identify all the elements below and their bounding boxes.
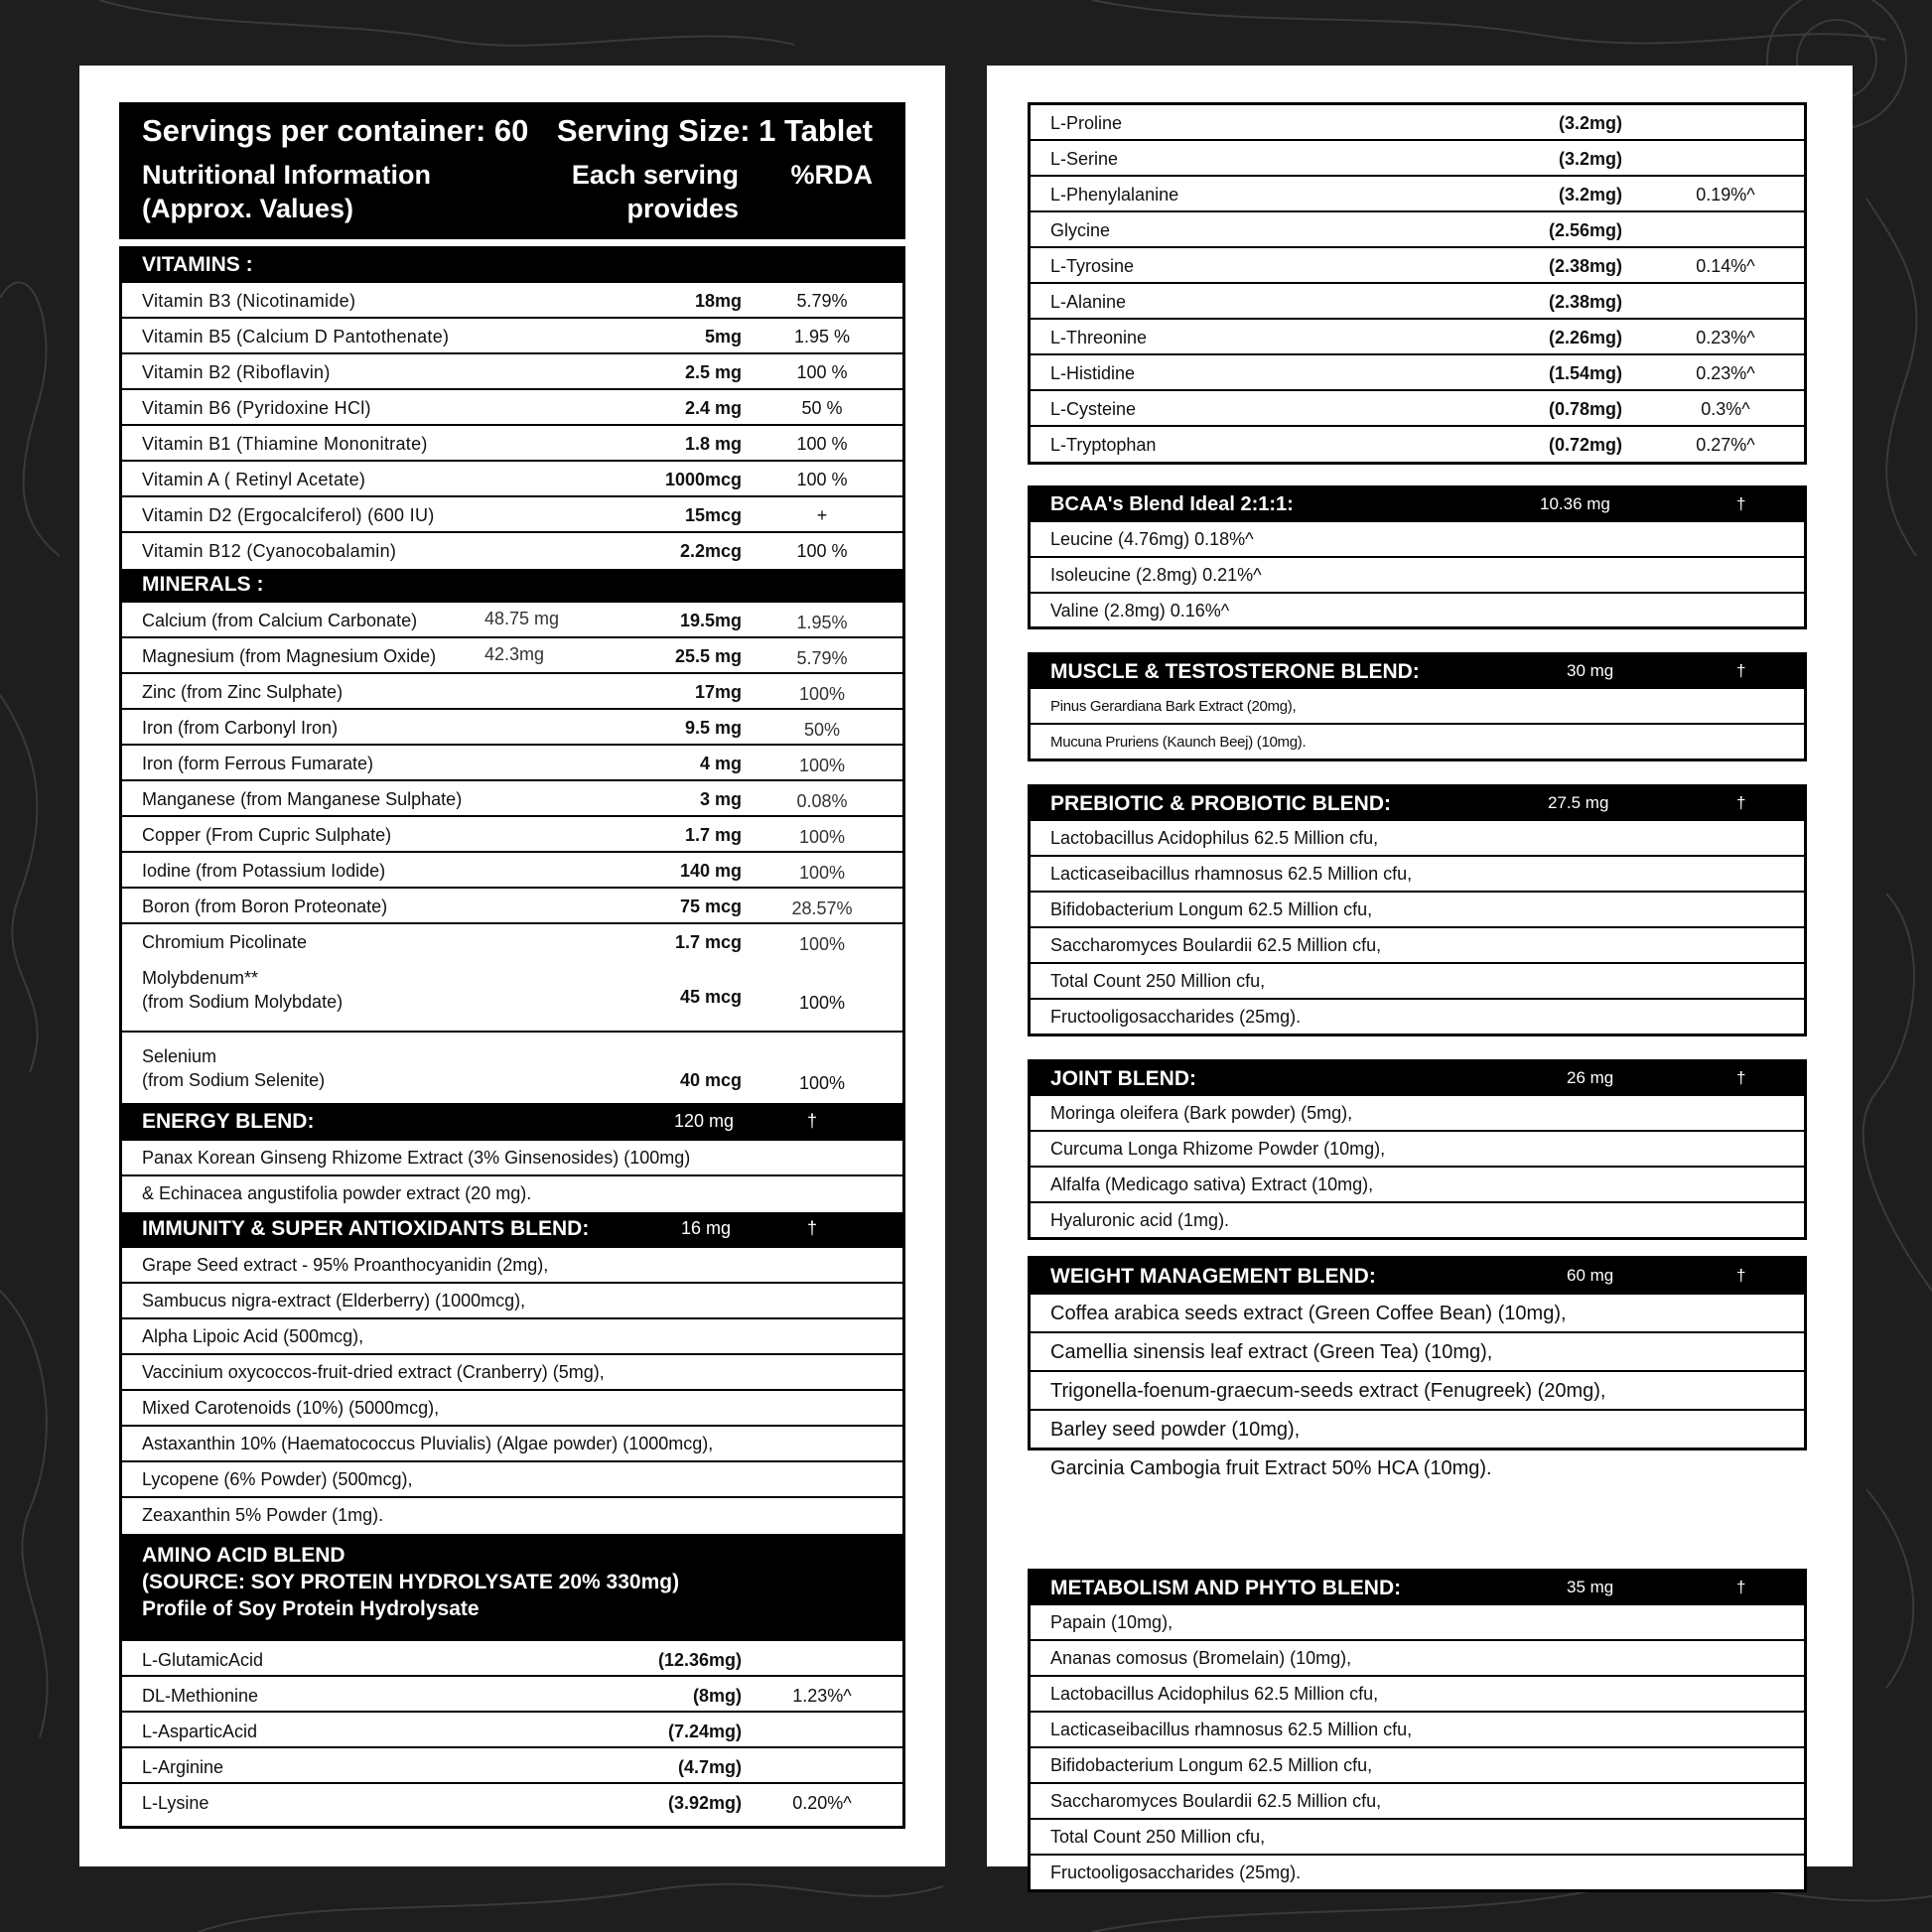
weight-item [1031, 1333, 1804, 1372]
mineral-rda: 50% [803, 720, 841, 740]
immunity-amount: 16 mg [681, 1218, 732, 1238]
selenium-name: Selenium [142, 1046, 217, 1066]
prebiotic-item [1031, 857, 1804, 893]
amino-acid-row [1031, 105, 1804, 141]
energy-list [122, 1141, 902, 1212]
amino-acid-row [1031, 355, 1804, 391]
metabolism-item-text: Fructooligosaccharides (25mg). [1050, 1863, 1302, 1882]
metabolism-item-text: Total Count 250 Million cfu, [1050, 1827, 1266, 1847]
mineral-row [122, 710, 902, 746]
muscle-title: MUSCLE & TESTOSTERONE BLEND: [1050, 660, 1420, 683]
metabolism-amount: 35 mg [1567, 1578, 1614, 1596]
bcaa-item-text: Valine (2.8mg) 0.16%^ [1050, 601, 1230, 621]
bcaa-blend-box [1028, 485, 1807, 629]
mineral-source-amount: 48.75 mg [484, 609, 560, 628]
amino-acid-amount: (3.92mg) [667, 1793, 742, 1813]
vitamin-name: Vitamin B6 (Pyridoxine HCl) [142, 398, 371, 418]
mineral-row [122, 817, 902, 853]
joint-item [1031, 1096, 1804, 1132]
prebiotic-item-text: Saccharomyces Boulardii 62.5 Million cfu, [1050, 935, 1382, 955]
mineral-amount: 25.5 mg [674, 646, 742, 666]
bcaa-header [1031, 488, 1804, 522]
prebiotic-header [1031, 787, 1804, 821]
energy-item [122, 1141, 902, 1176]
amino-acid-row [1031, 320, 1804, 355]
joint-dagger: † [1736, 1068, 1746, 1087]
mineral-rda: 100% [798, 863, 846, 883]
weight-item-text: Trigonella-foenum-graecum-seeds extract (Fenugreek) (20mg), [1050, 1380, 1606, 1402]
prebiotic-item-text: Bifidobacterium Longum 62.5 Million cfu, [1050, 899, 1373, 919]
vitamin-row [122, 462, 902, 497]
mineral-row [122, 781, 902, 817]
bcaa-item [1031, 558, 1804, 594]
amino-profile: Profile of Soy Protein Hydrolysate [142, 1597, 480, 1620]
weight-header [1031, 1259, 1804, 1295]
prebiotic-title: PREBIOTIC & PROBIOTIC BLEND: [1050, 792, 1392, 815]
bcaa-item-text: Isoleucine (2.8mg) 0.21%^ [1050, 565, 1262, 585]
weight-title: WEIGHT MANAGEMENT BLEND: [1050, 1265, 1376, 1288]
weight-item [1031, 1295, 1804, 1333]
minerals-list [122, 603, 902, 960]
prebiotic-dagger: † [1736, 793, 1746, 812]
servings-per-container: Servings per container: 60 [142, 113, 529, 148]
bcaa-amount: 10.36 mg [1540, 494, 1610, 513]
amino-acid-amount: (2.38mg) [1548, 256, 1622, 276]
selenium-row [122, 1033, 902, 1105]
immunity-item-text: Astaxanthin 10% (Haematococcus Pluvialis) (Algae powder) (1000mcg), [142, 1434, 714, 1453]
metabolism-item [1031, 1784, 1804, 1820]
immunity-item [122, 1355, 902, 1391]
amino-acid-amount: (3.2mg) [1558, 113, 1622, 133]
vitamin-rda: 100 % [796, 470, 848, 489]
amino-acid-name: L-Threonine [1050, 328, 1148, 347]
metabolism-item-text: Lactobacillus Acidophilus 62.5 Million cfu, [1050, 1684, 1379, 1704]
molybdenum-amount: 45 mcg [679, 987, 742, 1007]
mineral-row [122, 603, 902, 638]
immunity-item [122, 1391, 902, 1427]
bcaa-item-text: Leucine (4.76mg) 0.18%^ [1050, 529, 1254, 549]
metabolism-item [1031, 1713, 1804, 1748]
amino-acid-amount: (0.72mg) [1548, 435, 1622, 455]
mineral-row [122, 746, 902, 781]
vitamin-name: Vitamin D2 (Ergocalciferol) (600 IU) [142, 505, 435, 525]
amino-acid-name: L-Tryptophan [1050, 435, 1157, 455]
metabolism-item [1031, 1748, 1804, 1784]
provides-label: provides [626, 194, 739, 223]
vitamin-amount: 1000mcg [664, 470, 742, 489]
vitamin-amount: 2.5 mg [684, 362, 742, 382]
mineral-rda: 0.08% [796, 791, 848, 811]
vitamin-amount: 15mcg [684, 505, 742, 525]
joint-item [1031, 1168, 1804, 1203]
amino-acid-row [1031, 427, 1804, 463]
joint-amount: 26 mg [1567, 1068, 1614, 1087]
mineral-name: Iron (form Ferrous Fumarate) [142, 754, 374, 773]
vitamin-row [122, 533, 902, 569]
weight-item-text: Barley seed powder (10mg), [1050, 1419, 1301, 1441]
selenium-rda: 100% [798, 1073, 846, 1093]
weight-dagger: † [1736, 1266, 1746, 1285]
vitamin-amount: 2.2mcg [679, 541, 742, 561]
mineral-name: Calcium (from Calcium Carbonate) [142, 611, 418, 630]
weight-amount: 60 mg [1567, 1266, 1614, 1285]
joint-title: JOINT BLEND: [1050, 1067, 1196, 1090]
prebiotic-item [1031, 821, 1804, 857]
metabolism-dagger: † [1736, 1578, 1746, 1596]
prebiotic-item-text: Lactobacillus Acidophilus 62.5 Million cfu, [1050, 828, 1379, 848]
immunity-list [122, 1248, 902, 1534]
nutritional-information-label: Nutritional Information [142, 160, 431, 190]
metabolism-item-text: Saccharomyces Boulardii 62.5 Million cfu, [1050, 1791, 1382, 1811]
energy-title: ENERGY BLEND: [142, 1110, 315, 1133]
vitamin-row [122, 319, 902, 354]
prebiotic-item [1031, 1000, 1804, 1035]
amino-acid-name: L-GlutamicAcid [142, 1650, 264, 1670]
amino-acid-row [1031, 141, 1804, 177]
amino-acid-row [1031, 391, 1804, 427]
vitamin-name: Vitamin B2 (Riboflavin) [142, 362, 331, 382]
energy-item-text: & Echinacea angustifolia powder extract (20 mg). [142, 1183, 532, 1203]
weight-item [1031, 1449, 1804, 1488]
mineral-name: Boron (from Boron Proteonate) [142, 897, 388, 916]
amino-acid-row [1031, 212, 1804, 248]
joint-list [1031, 1096, 1804, 1239]
amino-acid-row [122, 1713, 902, 1748]
vitamin-rda: 1.95 % [793, 327, 851, 346]
mineral-rda: 100% [798, 684, 846, 704]
amino-acid-amount: (3.2mg) [1558, 185, 1622, 205]
mineral-amount: 1.7 mcg [674, 932, 742, 952]
prebiotic-item-text: Lacticaseibacillus rhamnosus 62.5 Million cfu, [1050, 864, 1413, 884]
molybdenum-rda: 100% [798, 993, 846, 1013]
molybdenum-row [122, 960, 902, 1033]
bcaa-item [1031, 522, 1804, 558]
approx-values-label: (Approx. Values) [142, 194, 354, 223]
mineral-name: Manganese (from Manganese Sulphate) [142, 789, 463, 809]
metabolism-list [1031, 1605, 1804, 1891]
amino-acid-rda: 0.14%^ [1696, 256, 1755, 276]
amino-acid-name: L-Serine [1050, 149, 1119, 169]
vitamin-name: Vitamin B1 (Thiamine Mononitrate) [142, 434, 428, 454]
bcaa-list [1031, 522, 1804, 629]
prebiotic-amount: 27.5 mg [1548, 793, 1609, 812]
serving-size: Serving Size: 1 Tablet [556, 113, 873, 148]
immunity-title: IMMUNITY & SUPER ANTIOXIDANTS BLEND: [142, 1217, 590, 1240]
weight-item [1031, 1411, 1804, 1449]
mineral-amount: 17mg [694, 682, 742, 702]
rda-label: %RDA [790, 160, 873, 190]
vitamin-rda: 100 % [796, 434, 848, 454]
vitamin-rda: 100 % [796, 541, 848, 561]
weight-list [1031, 1295, 1804, 1488]
mineral-row [122, 889, 902, 924]
amino-acid-name: L-Histidine [1050, 363, 1136, 383]
mineral-name: Copper (From Cupric Sulphate) [142, 825, 392, 845]
immunity-item-text: Mixed Carotenoids (10%) (5000mcg), [142, 1398, 440, 1418]
minerals-title: MINERALS : [142, 573, 264, 596]
weight-item [1031, 1372, 1804, 1411]
muscle-item [1031, 725, 1804, 760]
mineral-amount: 140 mg [679, 861, 742, 881]
amino-acid-row [122, 1677, 902, 1713]
vitamin-rda: + [816, 505, 828, 525]
immunity-section-header [122, 1212, 902, 1248]
amino-acid-name: L-Proline [1050, 113, 1123, 133]
vitamin-amount: 2.4 mg [684, 398, 742, 418]
amino-source: (SOURCE: SOY PROTEIN HYDROLYSATE 20% 330mg) [142, 1571, 680, 1593]
joint-item-text: Hyaluronic acid (1mg). [1050, 1210, 1230, 1230]
joint-header [1031, 1062, 1804, 1096]
immunity-item [122, 1498, 902, 1534]
amino-acid-table-right [1028, 102, 1807, 465]
vitamin-amount: 5mg [704, 327, 742, 346]
amino-acid-amount: (12.36mg) [657, 1650, 742, 1670]
amino-acid-row [1031, 284, 1804, 320]
vitamin-amount: 18mg [694, 291, 742, 311]
immunity-item [122, 1462, 902, 1498]
mineral-amount: 9.5 mg [684, 718, 742, 738]
amino-acid-name: L-Lysine [142, 1793, 209, 1813]
mineral-rda: 5.79% [796, 648, 848, 668]
mineral-rda: 1.95% [796, 613, 848, 632]
amino-acid-name: L-Phenylalanine [1050, 185, 1179, 205]
joint-blend-box [1028, 1059, 1807, 1240]
mineral-name: Zinc (from Zinc Sulphate) [142, 682, 344, 702]
metabolism-item [1031, 1856, 1804, 1891]
amino-acid-amount: (8mg) [693, 1686, 742, 1706]
metabolism-item-text: Bifidobacterium Longum 62.5 Million cfu, [1050, 1755, 1373, 1775]
vitamin-row [122, 390, 902, 426]
amino-section-header [122, 1534, 902, 1641]
amino-acid-row [122, 1784, 902, 1820]
amino-acid-rda: 1.23%^ [792, 1686, 852, 1706]
metabolism-blend-box [1028, 1569, 1807, 1892]
amino-acid-name: L-Arginine [142, 1757, 224, 1777]
left-label-panel [79, 66, 945, 1866]
muscle-item-text: Pinus Gerardiana Bark Extract (20mg), [1050, 698, 1297, 715]
metabolism-item-text: Ananas comosus (Bromelain) (10mg), [1050, 1648, 1352, 1668]
energy-item-text: Panax Korean Ginseng Rhizome Extract (3% Ginsenosides) (100mg) [142, 1148, 691, 1168]
vitamins-title: VITAMINS : [142, 253, 253, 276]
prebiotic-item [1031, 928, 1804, 964]
joint-item-text: Alfalfa (Medicago sativa) Extract (10mg), [1050, 1174, 1374, 1194]
prebiotic-item-text: Fructooligosaccharides (25mg). [1050, 1007, 1302, 1027]
vitamin-rda: 50 % [801, 398, 843, 418]
amino-title: AMINO ACID BLEND [142, 1544, 345, 1567]
metabolism-item-text: Papain (10mg), [1050, 1612, 1173, 1632]
bcaa-title: BCAA's Blend Ideal 2:1:1: [1050, 493, 1294, 515]
joint-item [1031, 1132, 1804, 1168]
vitamins-section-header [122, 249, 902, 283]
energy-section-header [122, 1105, 902, 1141]
mineral-name: Chromium Picolinate [142, 932, 308, 952]
label-header [119, 102, 905, 239]
metabolism-item [1031, 1677, 1804, 1713]
muscle-list [1031, 689, 1804, 760]
vitamin-name: Vitamin B5 (Calcium D Pantothenate) [142, 327, 450, 346]
mineral-rda: 100% [798, 934, 846, 954]
mineral-row [122, 853, 902, 889]
amino-acid-rda: 0.23%^ [1696, 328, 1755, 347]
mineral-source-amount: 42.3mg [484, 644, 545, 664]
amino-acid-row [1031, 177, 1804, 212]
amino-acid-amount: (7.24mg) [667, 1722, 742, 1741]
mineral-row [122, 638, 902, 674]
amino-acid-name: L-Tyrosine [1050, 256, 1135, 276]
immunity-item [122, 1284, 902, 1319]
immunity-item-text: Lycopene (6% Powder) (500mcg), [142, 1469, 413, 1489]
amino-acid-name: L-Cysteine [1050, 399, 1137, 419]
energy-dagger: † [807, 1111, 818, 1131]
mineral-rda: 100% [798, 756, 846, 775]
amino-acid-amount: (2.38mg) [1548, 292, 1622, 312]
amino-acid-list-right [1031, 105, 1804, 463]
mineral-name: Iron (from Carbonyl Iron) [142, 718, 339, 738]
vitamin-name: Vitamin A ( Retinyl Acetate) [142, 470, 366, 489]
amino-acid-name: L-Alanine [1050, 292, 1127, 312]
prebiotic-item [1031, 893, 1804, 928]
amino-acid-row [122, 1748, 902, 1784]
joint-item [1031, 1203, 1804, 1239]
amino-acid-amount: (4.7mg) [677, 1757, 742, 1777]
weight-item-text: Garcinia Cambogia fruit Extract 50% HCA (10mg). [1050, 1457, 1492, 1479]
vitamin-row [122, 426, 902, 462]
selenium-amount: 40 mcg [679, 1070, 742, 1090]
mineral-row [122, 674, 902, 710]
energy-amount: 120 mg [673, 1111, 734, 1131]
immunity-item [122, 1319, 902, 1355]
mineral-amount: 75 mcg [679, 897, 742, 916]
muscle-amount: 30 mg [1567, 661, 1614, 680]
selenium-source: (from Sodium Selenite) [142, 1070, 326, 1090]
muscle-item-text: Mucuna Pruriens (Kaunch Beej) (10mg). [1050, 734, 1307, 751]
vitamin-rda: 100 % [796, 362, 848, 382]
muscle-item [1031, 689, 1804, 725]
amino-acid-list-left [122, 1641, 902, 1820]
amino-acid-rda: 0.3%^ [1701, 399, 1750, 419]
amino-acid-amount: (3.2mg) [1558, 149, 1622, 169]
vitamin-name: Vitamin B12 (Cyanocobalamin) [142, 541, 397, 561]
joint-item-text: Curcuma Longa Rhizome Powder (10mg), [1050, 1139, 1386, 1159]
amino-acid-rda: 0.19%^ [1696, 185, 1755, 205]
amino-acid-name: DL-Methionine [142, 1686, 259, 1706]
weight-item-text: Camellia sinensis leaf extract (Green Tea) (10mg), [1050, 1341, 1493, 1363]
minerals-section-header [122, 569, 902, 603]
immunity-item-text: Sambucus nigra-extract (Elderberry) (1000mcg), [142, 1291, 526, 1311]
immunity-dagger: † [807, 1218, 818, 1238]
joint-item-text: Moringa oleifera (Bark powder) (5mg), [1050, 1103, 1353, 1123]
amino-acid-amount: (2.26mg) [1548, 328, 1622, 347]
weight-item-text: Coffea arabica seeds extract (Green Coffee Bean) (10mg), [1050, 1303, 1567, 1324]
metabolism-header [1031, 1572, 1804, 1605]
mineral-amount: 4 mg [699, 754, 742, 773]
prebiotic-item-text: Total Count 250 Million cfu, [1050, 971, 1266, 991]
muscle-dagger: † [1736, 661, 1746, 680]
mineral-rda: 100% [798, 827, 846, 847]
mineral-amount: 3 mg [699, 789, 742, 809]
energy-item [122, 1176, 902, 1212]
molybdenum-name: Molybdenum** [142, 968, 259, 988]
weight-blend-box [1028, 1256, 1807, 1479]
vitamins-list [122, 283, 902, 569]
immunity-item-text: Alpha Lipoic Acid (500mcg), [142, 1326, 364, 1346]
mineral-rda: 28.57% [791, 898, 853, 918]
right-label-panel [987, 66, 1853, 1882]
each-serving-label: Each serving [571, 160, 739, 190]
amino-acid-amount: (1.54mg) [1548, 363, 1622, 383]
amino-acid-rda: 0.23%^ [1696, 363, 1755, 383]
bcaa-item [1031, 594, 1804, 629]
molybdenum-source: (from Sodium Molybdate) [142, 992, 344, 1012]
metabolism-item [1031, 1605, 1804, 1641]
mineral-name: Iodine (from Potassium Iodide) [142, 861, 386, 881]
metabolism-item [1031, 1820, 1804, 1856]
amino-acid-rda: 0.20%^ [792, 1793, 852, 1813]
prebiotic-list [1031, 821, 1804, 1035]
metabolism-title: METABOLISM AND PHYTO BLEND: [1050, 1577, 1402, 1599]
amino-acid-amount: (0.78mg) [1548, 399, 1622, 419]
mineral-amount: 19.5mg [679, 611, 742, 630]
vitamin-amount: 1.8 mg [684, 434, 742, 454]
vitamin-rda: 5.79% [796, 291, 848, 311]
immunity-item [122, 1427, 902, 1462]
vitamin-row [122, 283, 902, 319]
metabolism-item [1031, 1641, 1804, 1677]
metabolism-item-text: Lacticaseibacillus rhamnosus 62.5 Million cfu, [1050, 1720, 1413, 1739]
amino-acid-amount: (2.56mg) [1548, 220, 1622, 240]
vitamin-name: Vitamin B3 (Nicotinamide) [142, 291, 356, 311]
prebiotic-item [1031, 964, 1804, 1000]
amino-acid-row [122, 1641, 902, 1677]
immunity-item-text: Vaccinium oxycoccos-fruit-dried extract (Cranberry) (5mg), [142, 1362, 605, 1382]
bcaa-dagger: † [1736, 494, 1746, 513]
mineral-name: Magnesium (from Magnesium Oxide) [142, 646, 437, 666]
amino-acid-rda: 0.27%^ [1696, 435, 1755, 455]
immunity-item [122, 1248, 902, 1284]
amino-acid-row [1031, 248, 1804, 284]
nutrient-table-left [119, 246, 905, 1829]
muscle-blend-box [1028, 652, 1807, 761]
mineral-amount: 1.7 mg [684, 825, 742, 845]
vitamin-row [122, 497, 902, 533]
vitamin-row [122, 354, 902, 390]
immunity-item-text: Zeaxanthin 5% Powder (1mg). [142, 1505, 384, 1525]
muscle-header [1031, 655, 1804, 689]
amino-acid-name: Glycine [1050, 220, 1111, 240]
mineral-row [122, 924, 902, 960]
prebiotic-blend-box [1028, 784, 1807, 1036]
immunity-item-text: Grape Seed extract - 95% Proanthocyanidin (2mg), [142, 1255, 549, 1275]
amino-acid-name: L-AsparticAcid [142, 1722, 258, 1741]
